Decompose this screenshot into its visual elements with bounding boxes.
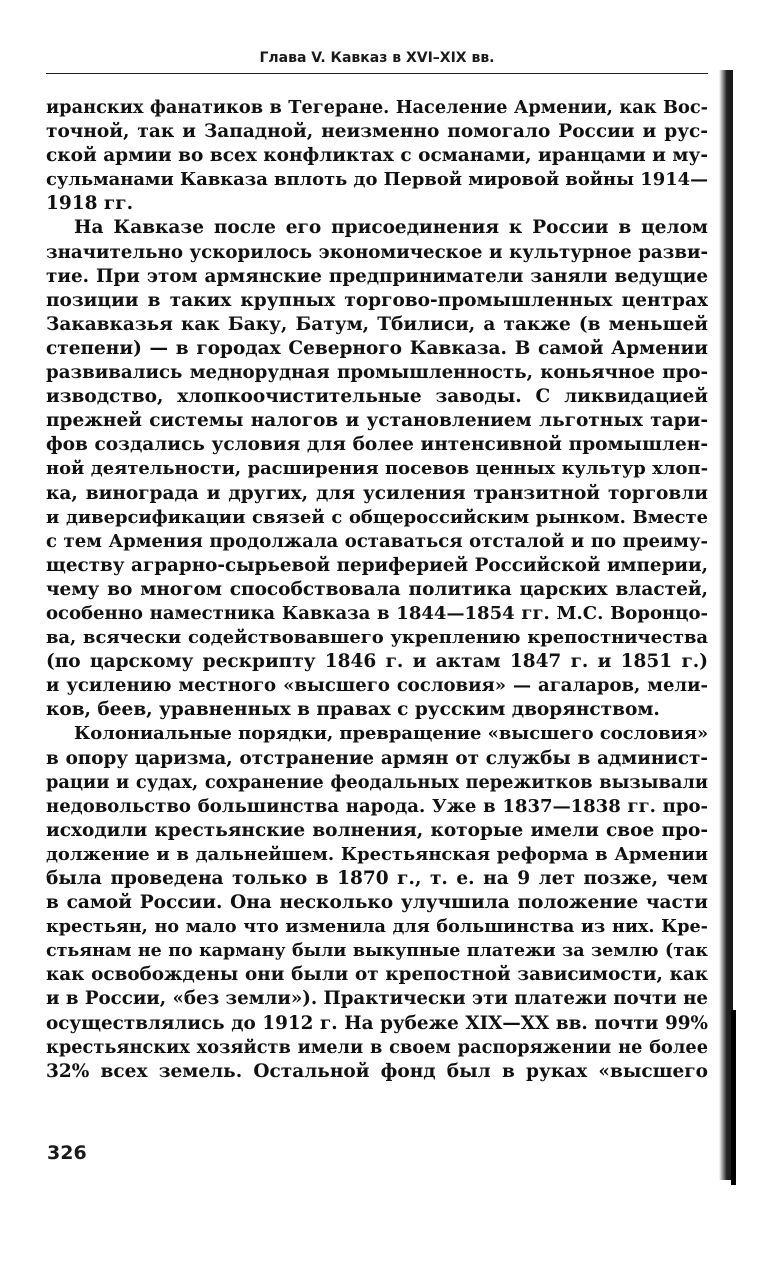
text-line: ва, всячески содействовавшего укреплению крепостничества (46, 627, 708, 649)
text-line: Закавказья как Баку, Батум, Тбилиси, а также (в меньшей (46, 313, 708, 335)
text-line: 32% всех земель. Остальной фонд был в руках «высшего (46, 1060, 708, 1082)
text-line: недовольство большинства народа. Уже в 1837—1838 гг. про- (46, 795, 708, 817)
text-line: и усилению местного «высшего сословия» — агаларов, мели- (46, 675, 708, 697)
body-text (46, 96, 708, 1084)
text-line: ков, беев, уравненных в правах с русским дворянством. (46, 699, 660, 721)
text-line: точной, так и Западной, неизменно помогало России и рус- (46, 121, 708, 143)
text-line: На Кавказе после его присоединения к России в целом (74, 217, 708, 239)
running-header: Глава V. Кавказ в XVI–XIX вв. (259, 50, 495, 66)
text-line: ществу аграрно-сырьевой периферией Российской империи, (46, 554, 708, 576)
text-line: прежней системы налогов и установлением льготных тари- (46, 410, 708, 432)
text-line: ской армии во всех конфликтах с османами, иранцами и му- (46, 145, 708, 167)
text-line: значительно ускорилось экономическое и культурное разви- (46, 241, 708, 263)
text-line: развивались меднорудная промышленность, коньячное про- (46, 362, 708, 384)
text-line: осуществлялись до 1912 г. На рубеже XIX—XX вв. почти 99% (46, 1012, 708, 1034)
text-line: Колониальные порядки, превращение «высшего сословия» (74, 723, 708, 745)
text-line: рации и судах, сохранение феодальных пережитков вызывали (46, 771, 708, 793)
text-line: 1918 гг. (46, 193, 134, 215)
text-line: тие. При этом армянские предприниматели заняли ведущие (46, 265, 708, 287)
paragraph-1 (46, 96, 708, 216)
text-line: с тем Армения продолжала оставаться отсталой и по преиму- (46, 530, 708, 552)
text-line: чему во многом способствовала политика царских властей, (46, 578, 708, 600)
text-line: особенно наместника Кавказа в 1844—1854 гг. М.С. Воронцо- (46, 602, 708, 624)
text-line: в опору царизма, отстранение армян от службы в админист- (46, 747, 708, 769)
text-line: была проведена только в 1870 г., т. е. на 9 лет позже, чем (46, 868, 708, 889)
text-line: степени) — в городах Северного Кавказа. В самой Армении (46, 337, 708, 359)
text-line: ной деятельности, расширения посевов ценных культур хлоп- (46, 458, 708, 480)
text-line: исходили крестьянские волнения, которые имели свое про- (46, 819, 708, 841)
text-line: крестьянских хозяйств имели в своем распоряжении не более (46, 1036, 708, 1058)
text-line: позиции в таких крупных торгово-промышленных центрах (46, 289, 708, 311)
text-line: иранских фанатиков в Тегеране. Население Армении, как Вос- (46, 97, 708, 118)
text-line: (по царскому рескрипту 1846 г. и актам 1847 г. и 1851 г.) (46, 651, 708, 673)
text-line: ка, винограда и других, для усиления транзитной торговли (46, 482, 708, 504)
paragraph-2 (46, 216, 708, 722)
page-number: 326 (47, 1142, 87, 1164)
text-line: как освобождены они были от крепостной зависимости, как (46, 964, 708, 986)
text-line: стьянам не по карману были выкупные платежи за землю (так (46, 941, 708, 962)
header-rule (46, 73, 708, 74)
paragraph-3 (46, 722, 708, 1083)
text-line: сульманами Кавказа вплоть до Первой мировой войны 1914— (46, 169, 708, 191)
text-line: изводство, хлопкоочистительные заводы. С ликвидацией (46, 386, 708, 408)
text-line: фов создались условия для более интенсивной промышлен- (46, 434, 708, 456)
text-line: должение и в дальнейшем. Крестьянская реформа в Армении (46, 843, 708, 865)
text-line: и в России, «без земли»). Практически эти платежи почти не (46, 988, 708, 1010)
page-binding-shadow-lower (731, 1010, 736, 1185)
text-line: и диверсификации связей с общероссийским рынком. Вместе (46, 506, 708, 528)
text-line: в самой России. Она несколько улучшила положение части (46, 892, 708, 914)
text-line: крестьян, но мало что изменила для большинства из них. Кре- (46, 916, 708, 938)
